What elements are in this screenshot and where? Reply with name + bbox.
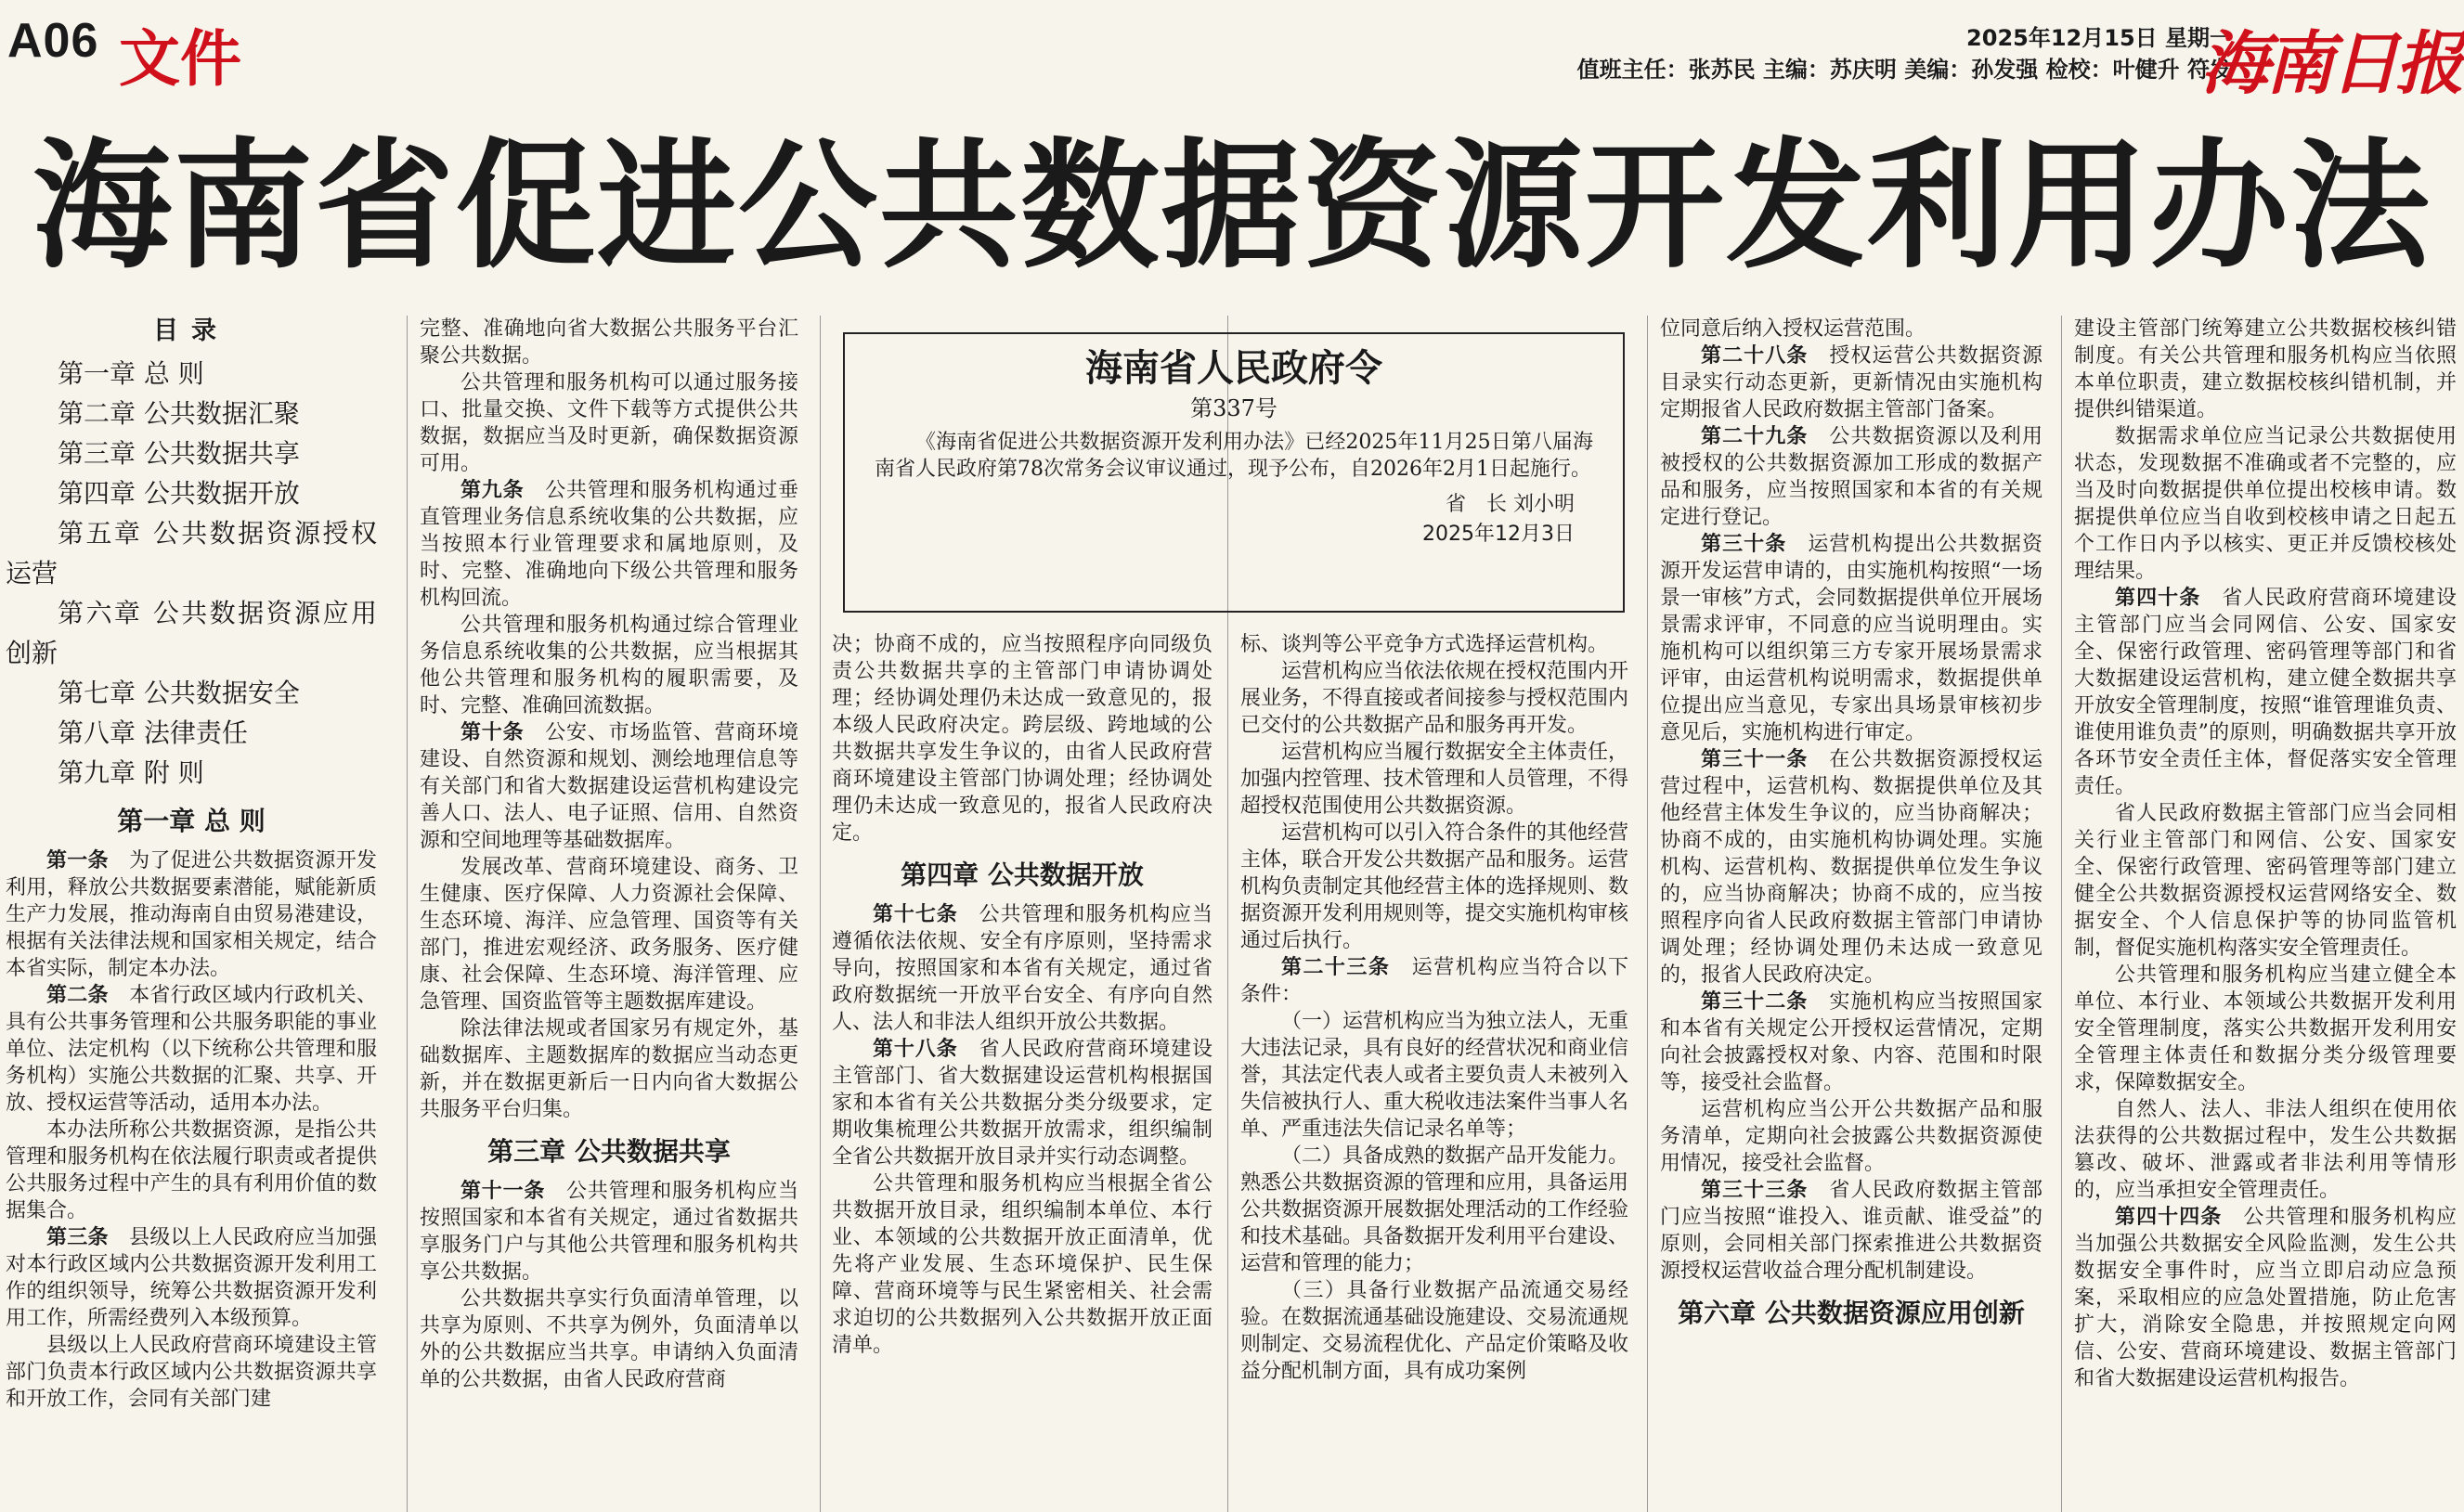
list-item: （一）运营机构应当为独立法人，无重大违法记录，具有良好的经营状况和商业信誉，其法定代表人或者主要负责人未被列入失信被执行人、重大税收违法案件当事人名单、严重违法失信记录名单等； bbox=[1240, 1010, 1628, 1141]
toc-title: 目录 bbox=[153, 317, 229, 345]
article-number: 第二十八条 bbox=[1701, 344, 1809, 368]
paragraph: 决；协商不成的，应当按照程序向同级负责公共数据共享的主管部门申请协调处理；经协调处理仍未达成一致意见的，报本级人民政府决定。跨层级、跨地域的公共数据共享发生争议的，由省人民政府营商环境建设主管部门协调处理；经协调处理仍未达成一致意见的，报省人民政府决定。 bbox=[832, 633, 1213, 845]
article-text: 运营机构提出公共数据资源开发运营申请的，由实施机构按照“一场景一审核”方式，会同数据提供单位开展场景需求评审，不同意的应当说明理由。实施机构可以组织第三方专家开展场景需求评审，由运营机构说明需求，数据提供单位提出应当意见，专家出具场景审核初步意见后，实施机构进行审定。 bbox=[1660, 533, 2043, 744]
paragraph: 省人民政府数据主管部门应当会同相关行业主管部门和网信、公安、国家安全、保密行政管理、密码管理等部门建立健全公共数据资源授权运营网络安全、数据安全、个人信息保护等的协同监管机制，督促实施机构落实安全管理责任。 bbox=[2074, 802, 2457, 960]
column-2 bbox=[420, 316, 798, 1512]
article-number: 第十一条 bbox=[460, 1180, 546, 1203]
article-text: 运营机构应当符合以下条件： bbox=[1240, 956, 1628, 1006]
article-number: 第三十二条 bbox=[1701, 990, 1809, 1014]
article bbox=[1660, 423, 2043, 531]
column-3 bbox=[832, 631, 1213, 1512]
column-5 bbox=[1660, 316, 2043, 1512]
article bbox=[2074, 1204, 2457, 1392]
article bbox=[6, 982, 377, 1117]
page-number: A06 bbox=[7, 14, 99, 68]
list-item: （三）具备行业数据产品流通交易经验。在数据流通基础设施建设、交易流通规则制定、交易流程优化、产品定价策略及收益分配机制方面，具有成功案例 bbox=[1240, 1279, 1628, 1383]
column-divider bbox=[407, 316, 408, 1512]
article-number: 第十条 bbox=[460, 721, 525, 744]
article bbox=[6, 1224, 377, 1332]
toc-item: 第五章 公共数据资源授权运营 bbox=[6, 518, 377, 588]
article bbox=[1660, 989, 2043, 1096]
order-title: 海南省人民政府令 bbox=[1085, 347, 1382, 390]
chapter-heading: 第四章 公共数据开放 bbox=[901, 859, 1144, 890]
article-text: 公共管理和服务机构通过垂直管理业务信息系统收集的公共数据，应当按照本行业管理要求和属地原则，及时、完整、准确地向下级公共管理和服务机构回流。 bbox=[420, 479, 798, 610]
paragraph: 县级以上人民政府营商环境建设主管部门负责本行政区域内公共数据资源共享和开放工作，会同有关部门建 bbox=[6, 1334, 377, 1411]
order-number: 第337号 bbox=[1190, 395, 1277, 421]
article bbox=[1660, 1177, 2043, 1285]
paragraph: 标、谈判等公平竞争方式选择运营机构。 bbox=[1240, 633, 1609, 656]
article-text: 公共管理和服务机构应当按照国家和本省有关规定，通过省数据共享服务门户与其他公共管理和服务机构共享公共数据。 bbox=[420, 1180, 798, 1284]
article bbox=[420, 477, 798, 612]
page-header bbox=[0, 0, 2464, 104]
article-text: 省人民政府营商环境建设主管部门应当会同网信、公安、国家安全、保密行政管理、密码管理等部门和省大数据建设运营机构，建立健全数据共享开放安全管理制度，按照“谁管理谁负责、谁使用谁负责”的原则，明确数据共享开放各环节安全责任主体，督促落实安全管理责任。 bbox=[2074, 587, 2457, 798]
article-text: 省人民政府数据主管部门应当按照“谁投入、谁贡献、谁受益”的原则，会同相关部门探索推进公共数据资源授权运营收益合理分配机制建设。 bbox=[1660, 1179, 2043, 1283]
chapter-heading: 第一章 总 则 bbox=[117, 806, 266, 836]
government-order-box bbox=[843, 332, 1625, 613]
paragraph: 运营机构应当履行数据安全主体责任，加强内控管理、技术管理和人员管理，不得超授权范围使用公共数据资源。 bbox=[1240, 741, 1628, 818]
issue-meta bbox=[1577, 22, 2232, 85]
article-text: 为了促进公共数据资源开发利用，释放公共数据要素潜能，赋能新质生产力发展，推动海南自由贸易港建设，根据有关法律法规和国家相关规定，结合本省实际，制定本办法。 bbox=[6, 849, 377, 980]
order-date: 2025年12月3日 bbox=[1422, 523, 1575, 546]
article-text: 在公共数据资源授权运营过程中，运营机构、数据提供单位及其他经营主体发生争议的，应当协商解决；协商不成的，由实施机构协调处理。实施机构、运营机构、数据提供单位发生争议的，应当协商解决；协商不成的，应当按照程序向省人民政府数据主管部门申请协调处理；经协调处理仍未达成一致意见的，报省人民政府决定。 bbox=[1660, 748, 2043, 987]
chapter-heading: 第三章 公共数据共享 bbox=[487, 1136, 731, 1167]
paragraph: 公共数据共享实行负面清单管理，以共享为原则、不共享为例外，负面清单以外的公共数据应当共享。申请纳入负面清单的公共数据，由省人民政府营商 bbox=[420, 1287, 798, 1391]
editorial-staff: 值班主任：张苏民 主编：苏庆明 美编：孙发强 检校：叶健升 符发 bbox=[1576, 57, 2232, 83]
paragraph: 运营机构可以引入符合条件的其他经营主体，联合开发公共数据产品和服务。运营机构负责制定其他经营主体的选择规则、数据资源开发利用规则等，提交实施机构审核通过后执行。 bbox=[1240, 821, 1628, 952]
order-body: 《海南省促进公共数据资源开发利用办法》已经2025年11月25日第八届海南省人民政府第78次常务会议审议通过，现予公布，自2026年2月1日起施行。 bbox=[875, 431, 1593, 481]
article bbox=[1240, 954, 1628, 1008]
paragraph: 建设主管部门统筹建立公共数据校核纠错制度。有关公共管理和服务机构应当依照本单位职责，建立数据校核纠错机制，并提供纠错渠道。 bbox=[2074, 317, 2457, 421]
article-number: 第三条 bbox=[46, 1226, 109, 1249]
article-text: 本省行政区域内行政机关、具有公共事务管理和公共服务职能的事业单位、法定机构（以下统称公共管理和服务机构）实施公共数据的汇聚、共享、开放、授权运营等活动，适用本办法。 bbox=[6, 984, 377, 1115]
paragraph: 公共管理和服务机构应当根据全省公共数据开放目录，组织编制本单位、本行业、本领域的公共数据开放正面清单，优先将产业发展、生态环境保护、民生保障、营商环境等与民生紧密相关、社会需求迫切的公共数据列入公共数据开放正面清单。 bbox=[832, 1172, 1213, 1357]
article-number: 第四十条 bbox=[2115, 587, 2201, 610]
toc-item: 第一章 总 则 bbox=[58, 358, 204, 389]
paragraph: 公共管理和服务机构通过综合管理业务信息系统收集的公共数据，应当根据其他公共管理和服务机构的履职需要，及时、完整、准确回流数据。 bbox=[420, 614, 798, 717]
section-label: 文件 bbox=[119, 23, 241, 95]
paragraph: 本办法所称公共数据资源，是指公共管理和服务机构在依法履行职责或者提供公共服务过程中产生的具有利用价值的数据集合。 bbox=[6, 1118, 377, 1222]
paragraph: 数据需求单位应当记录公共数据使用状态，发现数据不准确或者不完整的，应当及时向数据提供单位提出校核申请。数据提供单位应当自收到校核申请之日起五个工作日内予以核实、更正并反馈校核处理结果。 bbox=[2074, 425, 2457, 583]
article bbox=[6, 847, 377, 982]
column-divider bbox=[1647, 316, 1648, 1512]
toc-item: 第六章 公共数据资源应用创新 bbox=[6, 598, 377, 668]
article-text: 公共数据资源以及利用被授权的公共数据资源加工形成的数据产品和服务，应当按照国家和本省的有关规定进行登记。 bbox=[1660, 425, 2043, 529]
article-number: 第三十三条 bbox=[1701, 1179, 1809, 1202]
article-text: 公安、市场监管、营商环境建设、自然资源和规划、测绘地理信息等有关部门和省大数据建设运营机构建设完善人口、法人、电子证照、信用、自然资源和空间地理等基础数据库。 bbox=[420, 721, 798, 852]
column-6 bbox=[2074, 316, 2457, 1512]
article bbox=[1660, 746, 2043, 989]
article-number: 第三十一条 bbox=[1701, 748, 1809, 771]
article-text: 县级以上人民政府应当加强对本行政区域内公共数据资源开发利用工作的组织领导，统筹公共数据资源开发利用工作，所需经费列入本级预算。 bbox=[6, 1226, 377, 1330]
paragraph: 公共管理和服务机构可以通过服务接口、批量交换、文件下载等方式提供公共数据，数据应当及时更新，确保数据资源可用。 bbox=[420, 371, 798, 475]
toc-item: 第二章 公共数据汇聚 bbox=[58, 398, 300, 429]
column-divider bbox=[2061, 316, 2062, 1512]
newspaper-logo: 海南日报 bbox=[2200, 24, 2460, 104]
paragraph: 自然人、法人、非法人组织在使用依法获得的公共数据过程中，发生公共数据篡改、破坏、泄露或者非法利用等情形的，应当承担安全管理责任。 bbox=[2074, 1098, 2457, 1202]
column-divider bbox=[820, 316, 821, 1512]
article-number: 第二条 bbox=[46, 984, 109, 1007]
toc-item: 第三章 公共数据共享 bbox=[58, 438, 300, 469]
column-1 bbox=[6, 316, 377, 1512]
article bbox=[1660, 531, 2043, 746]
article bbox=[832, 901, 1213, 1036]
toc-item: 第八章 法律责任 bbox=[58, 717, 248, 748]
article bbox=[1660, 342, 2043, 423]
article bbox=[2074, 585, 2457, 800]
article-text: 实施机构应当按照国家和本省有关规定公开授权运营情况，定期向社会披露授权对象、内容、范围和时限等，接受社会监督。 bbox=[1660, 990, 2043, 1094]
list-item: （二）具备成熟的数据产品开发能力。熟悉公共数据资源的管理和应用，具备运用公共数据资源开展数据处理活动的工作经验和技术基础。具备数据开发利用平台建设、运营和管理的能力； bbox=[1240, 1144, 1628, 1275]
article-text: 授权运营公共数据资源目录实行动态更新，更新情况由实施机构定期报省人民政府数据主管部门备案。 bbox=[1660, 344, 2043, 421]
paragraph: 完整、准确地向省大数据公共服务平台汇聚公共数据。 bbox=[420, 317, 798, 368]
paragraph: 公共管理和服务机构应当建立健全本单位、本行业、本领域公共数据开发利用安全管理制度，落实公共数据开发利用安全管理主体责任和数据分类分级管理要求，保障数据安全。 bbox=[2074, 963, 2457, 1094]
article-number: 第九条 bbox=[460, 479, 525, 502]
article bbox=[832, 1036, 1213, 1170]
order-signer: 省 长 刘小明 bbox=[1446, 493, 1575, 516]
paragraph: 除法律法规或者国家另有规定外，基础数据库、主题数据库的数据应当动态更新，并在数据更新后一日内向省大数据公共服务平台归集。 bbox=[420, 1017, 798, 1121]
article-text: 公共管理和服务机构应当加强公共数据安全风险监测，发生公共数据安全事件时，应当立即启动应急预案，采取相应的应急处置措施，防止危害扩大，消除安全隐患，并按照规定向网信、公安、营商环境建设、数据主管部门和省大数据建设运营机构报告。 bbox=[2074, 1206, 2457, 1390]
column-4 bbox=[1240, 631, 1628, 1512]
article-number: 第二十三条 bbox=[1281, 956, 1391, 979]
article-number: 第十八条 bbox=[873, 1038, 958, 1061]
page-headline: 海南省促进公共数据资源开发利用办法 bbox=[32, 126, 2432, 288]
toc-item: 第四章 公共数据开放 bbox=[58, 478, 300, 509]
article bbox=[420, 1178, 798, 1286]
article-text: 公共管理和服务机构应当遵循依法依规、安全有序原则，坚持需求导向，按照国家和本省有关规定，通过省政府数据统一开放平台安全、有序向自然人、法人和非法人组织开放公共数据。 bbox=[832, 903, 1213, 1034]
paragraph: 发展改革、营商环境建设、商务、卫生健康、医疗保障、人力资源社会保障、生态环境、海洋、应急管理、国资等有关部门，推进宏观经济、政务服务、医疗健康、社会保障、生态环境、海洋管理、应急管理、国资监管等主题数据库建设。 bbox=[420, 856, 798, 1014]
chapter-heading: 第六章 公共数据资源应用创新 bbox=[1678, 1298, 2025, 1328]
paragraph: 运营机构应当公开公共数据产品和服务清单，定期向社会披露公共数据资源使用情况，接受社会监督。 bbox=[1660, 1098, 2043, 1175]
paragraph: 位同意后纳入授权运营范围。 bbox=[1660, 317, 1926, 341]
article-number: 第三十条 bbox=[1701, 533, 1787, 556]
article-text: 省人民政府营商环境建设主管部门、省大数据建设运营机构根据国家和本省有关公共数据分类分级要求，定期收集梳理公共数据开放需求，组织编制全省公共数据开放目录并实行动态调整。 bbox=[832, 1038, 1213, 1169]
article-number: 第二十九条 bbox=[1701, 425, 1809, 448]
paragraph: 运营机构应当依法依规在授权范围内开展业务，不得直接或者间接参与授权范围内已交付的公共数据产品和服务再开发。 bbox=[1240, 660, 1628, 737]
article bbox=[420, 719, 798, 854]
article-number: 第四十四条 bbox=[2115, 1206, 2223, 1229]
issue-date: 2025年12月15日 星期一 bbox=[1966, 25, 2232, 51]
toc-item: 第七章 公共数据安全 bbox=[58, 678, 300, 708]
article-number: 第一条 bbox=[46, 849, 109, 872]
article-number: 第十七条 bbox=[873, 903, 958, 926]
toc-item: 第九章 附 则 bbox=[58, 757, 204, 788]
